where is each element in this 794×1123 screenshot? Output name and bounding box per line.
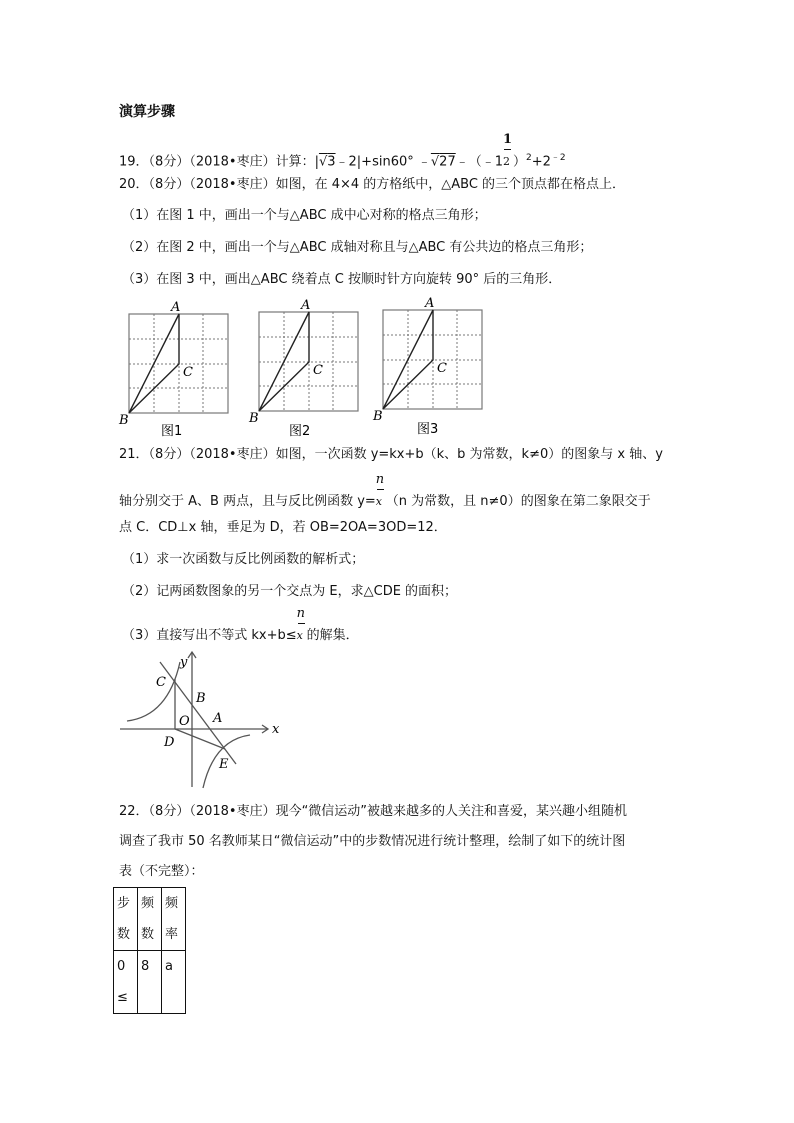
q20-item-3: （3）在图 3 中，画出△ABC 绕着点 C 按顺时针方向旋转 90° 后的三角形． (122, 272, 562, 287)
label-d: D (164, 735, 175, 750)
q21-text: （3）直接写出不等式 kx+b≤ (122, 628, 297, 643)
figure-caption: 图1 (161, 424, 183, 439)
header-steps: 步 数 (114, 888, 138, 951)
q21-text: 的解集． (306, 628, 359, 643)
table-header-row (114, 888, 186, 951)
label-a: A (213, 711, 223, 726)
q19-text: 19．（8分）（2018•枣庄）计算：| (119, 154, 319, 170)
cell-frequency: 8 (138, 951, 162, 1014)
denominator: x (296, 629, 303, 642)
q21-text: 轴分别交于 A、B 两点，且与反比例函数 y= (119, 494, 376, 509)
question-21-line-1: 21．（8分）（2018•枣庄）如图，一次函数 y=kx+b（k、b 为常数，k≠0）的图象与 x 轴、y (119, 447, 663, 462)
numerator: n (375, 472, 385, 487)
label-b: B (119, 413, 129, 428)
label-c: C (183, 365, 193, 380)
q21-item-2: （2）记两函数图象的另一个交点为 E，求△CDE 的面积； (122, 584, 458, 599)
q19-text: ﹣2|+sin60° ﹣ (335, 154, 431, 170)
label-b: B (196, 691, 206, 706)
figure-2 (248, 298, 358, 439)
label-c: C (156, 675, 166, 690)
label-e: E (219, 757, 229, 772)
q20-item-1: （1）在图 1 中，画出一个与△ABC 成中心对称的格点三角形； (122, 208, 487, 223)
q21-item-3 (122, 606, 359, 644)
question-21-line-2 (119, 472, 651, 510)
question-22-line-3: 表（不完整）： (119, 864, 204, 879)
q19-text: +2 (531, 154, 551, 170)
q19-text: ﹣（﹣1 (455, 154, 503, 170)
table-row (114, 951, 186, 1014)
cell-rate: a (162, 951, 186, 1014)
q21-text: （n 为常数，且 n≠0）的图象在第二象限交于 (385, 494, 651, 509)
header-rate: 频 率 (162, 888, 186, 951)
denominator: x (375, 495, 383, 508)
question-22-line-1: 22．（8分）（2018•枣庄）现今“微信运动”被越来越多的人关注和喜爱，某兴趣小组随机 (119, 804, 628, 819)
sqrt-3: √3 (318, 154, 336, 170)
figure-caption: 图3 (417, 422, 439, 437)
label-a: A (301, 298, 311, 313)
exponent: 2 (526, 153, 532, 163)
header-frequency: 频 数 (138, 888, 162, 951)
question-22-line-2: 调查了我市 50 名教师某日“微信运动”中的步数情况进行统计整理，绘制了如下的统计图 (119, 834, 626, 849)
sqrt-27: √27 (430, 154, 456, 170)
figure-1 (118, 300, 228, 439)
q21-item-1: （1）求一次函数与反比例函数的解析式； (122, 552, 365, 567)
fraction-n-over-x (375, 472, 386, 510)
label-a: A (425, 296, 435, 311)
denominator: 2 (503, 155, 510, 169)
cell-steps: 0 ≤ (114, 951, 138, 1014)
q20-item-2: （2）在图 2 中，画出一个与△ABC 成轴对称且与△ABC 有公共边的格点三角形； (122, 240, 593, 255)
statistics-table (113, 887, 186, 1014)
radicand: 27 (439, 154, 456, 170)
axis-y-label: y (180, 655, 188, 670)
question-21-line-3: 点 C．CD⊥x 轴，垂足为 D，若 OB=2OA=3OD=12． (119, 520, 447, 535)
fraction-n-over-x (296, 606, 307, 644)
numerator: n (296, 606, 306, 621)
figure-caption: 图2 (289, 424, 311, 439)
numerator: 1 (503, 132, 513, 148)
label-b: B (373, 409, 383, 424)
section-title: 演算步骤 (119, 104, 175, 120)
label-b: B (249, 411, 259, 426)
label-c: C (437, 361, 447, 376)
axis-x-label: x (272, 722, 280, 737)
label-c: C (313, 363, 323, 378)
label-o: O (179, 714, 190, 729)
q19-text: ） (513, 154, 527, 170)
exponent: ﹣2 (550, 153, 566, 163)
function-graph (120, 652, 268, 788)
figure-3 (372, 296, 482, 437)
question-20-stem: 20．（8分）（2018•枣庄）如图，在 4×4 的方格纸中，△ABC 的三个顶点都在格点上． (119, 177, 626, 192)
label-a: A (171, 300, 181, 315)
radicand: 3 (327, 154, 336, 170)
